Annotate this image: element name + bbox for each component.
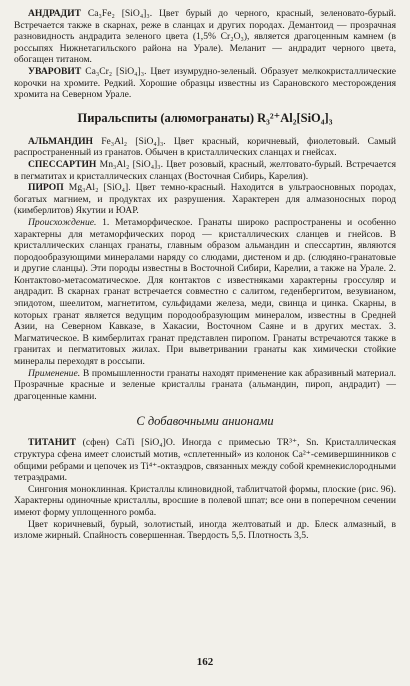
- application-label: Применение.: [28, 367, 81, 379]
- section-heading-pyralspites: Пиральспиты (алюмогранаты) R₃²⁺Al₂[SiO₄]₃: [77, 110, 333, 125]
- andradite-term: АНДРАДИТ: [28, 8, 82, 19]
- titanite-color-paragraph: Цвет коричневый, бурый, золотистый, иногда желтоватый и др. Блеск алмазный, в изломе жирный. Спайность совершенная. Твердость 5,5. Плотность 3,5.: [14, 518, 396, 542]
- titanite-text: (сфен) CaTi [SiO₄]O. Иногда с примесью TR³⁺, Sn. Кристаллическая структура сфена имеет слоистый мотив, «сплетенный» из колонок Ca²⁺-семивершинников с общими ребрами и цепочек из Ti⁴⁺-октаэдров, связанных между собой кремнекислородными тетраэдрами.: [14, 437, 396, 484]
- uvarovite-text: Ca₃Cr₂ [SiO₄]₃. Цвет изумрудно-зеленый. Образует мелкокристаллические корочки на хромите. Редкий. Хорошие образцы известны из Сарановского месторождения хромита на Северном Урале.: [14, 65, 396, 101]
- titanite-term: ТИТАНИТ: [28, 437, 77, 449]
- pyrope-text: Mg₃Al₂ [SiO₄]. Цвет темно-красный. Находится в ультраосновных породах, богатых магнием, и продуктах их разрушения. Характерен для алмазоносных пород (кимберлитов) Якутии и ЮАР.: [14, 182, 396, 217]
- uvarovite-paragraph: [14, 66, 396, 101]
- section-heading-additional-anions: С добавочными анионами: [136, 414, 274, 429]
- almandine-text: Fe₃Al₂ [SiO₄]₃. Цвет красный, коричневый, фиолетовый. Самый распространенный из гранатов. Обычен в кристаллических сланцах и гнейсах.: [14, 135, 396, 159]
- application-text: В промышленности гранаты находят применение как абразивный материал. Прозрачные красные и зеленые кристаллы граната (альмандин, пироп, андрадит) — драгоценные камни.: [14, 367, 396, 402]
- almandine-term: АЛЬМАНДИН: [28, 135, 94, 147]
- spessartine-text: Mn₃Al₂ [SiO₄]₃. Цвет розовый, красный, желтовато-бурый. Встречается в пегматитах и кристаллических сланцах (Восточная Сибирь, Карелия).: [14, 158, 396, 182]
- almandine-paragraph: [14, 136, 396, 159]
- pyrope-paragraph: [14, 182, 396, 217]
- titanite-paragraph: [14, 437, 396, 483]
- spessartine-paragraph: [14, 159, 396, 182]
- andradite-paragraph: [14, 8, 396, 66]
- application-paragraph: [14, 368, 396, 403]
- page-number: 162: [196, 656, 214, 668]
- origin-text: 1. Метаморфическое. Гранаты широко распространены и особенно характерны для метаморфических пород — кристаллических сланцев и гнейсов. В кристаллических сланцах гранаты, главным образом альмандин и спессартин, являются породообразующими минералами наряду со слюдами, дистеном и др. (слюдяно-гранатовые и другие сланцы). Эти породы известны в Восточной Сибири, Карелии, а также на Урале. 2. Контактово-метасоматическое. Для контактов с известняками характерны гроссуляр и андрадит. В скарнах гранат встречается совместно с салитом, геденбергитом, везувианом, эпидотом, шеелитом, магнетитом, сульфидами железа, меди, свинца и цинка. Скарны, в которых гранат является ведущим породообразующим минералом, известны в Средней Азии, на Северном Кавказе, в Хакасии, Восточном Саяне и в других местах. 3. Магматическое. В кимберлитах гранат представлен пиропом. Гранаты встречаются также в гранитах и пегматитовых жилах. При выветривании гранаты как химически стойкие минералы переходят в россыпи.: [14, 216, 396, 368]
- origin-label: Происхождение.: [28, 216, 97, 228]
- pyrope-term: ПИРОП: [28, 182, 64, 194]
- titanite-syngony-paragraph: Сингония моноклинная. Кристаллы клиновидной, таблитчатой формы, плоские (рис. 96). Характерны одиночные кристаллы, вросшие в полевой шпат; все они в поперечном сечении имеют форму уплощенного ромба.: [14, 483, 396, 518]
- andradite-text: Ca₃Fe₂ [SiO₄]₃. Цвет бурый до черного, красный, зеленовато-бурый. Встречается также в скарнах, реже в сланцах и других породах. Демантоид — прозрачная разновидность андрадита зеленого цвета (1,5% Cr₂O₃), является драгоценным камнем (в россыпях Нижнетагильского района на Урале). Меланит — андрадит черного цвета, обогащен титаном.: [14, 8, 396, 66]
- spessartine-term: СПЕССАРТИН: [28, 158, 97, 170]
- uvarovite-term: УВАРОВИТ: [28, 65, 82, 77]
- origin-paragraph: [14, 217, 396, 368]
